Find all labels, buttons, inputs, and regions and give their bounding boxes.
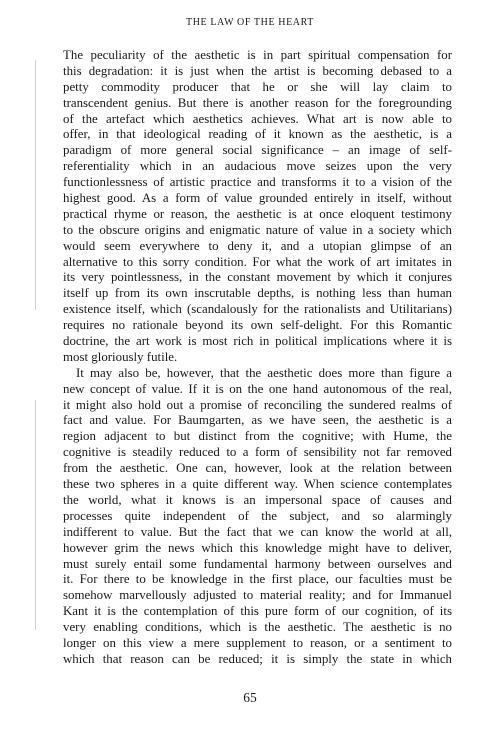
- text-line: it might also hold out a promise of reconciling the sundered realms of: [63, 397, 452, 412]
- body-text: [63, 48, 452, 668]
- margin-rule: [35, 60, 36, 310]
- text-line: from the aesthetic. One can, however, look at the relation between: [63, 461, 452, 476]
- text-line: cognitive is steadily reduced to a form of sensibility not far removed: [63, 445, 452, 460]
- paragraph-start-line: It may also be, however, that the aesthetic does more than figure a: [76, 365, 452, 380]
- text-line: indifferent to value. But the fact that we can know the world at all,: [63, 524, 452, 539]
- page-number: 65: [243, 690, 257, 705]
- text-line: to the obscure origins and enigmatic nature of value in a society which: [63, 222, 452, 237]
- text-line: referentiality which in an audacious move seizes upon the very: [63, 159, 452, 174]
- text-line: existence itself, which (scandalously for the rationalists and Utilitarians): [63, 302, 452, 317]
- text-line: itself up from its own inscrutable depths, is nothing less than human: [63, 286, 452, 301]
- text-line: offer, in that ideological reading of it known as the aesthetic, is a: [63, 127, 452, 142]
- text-line: new concept of value. If it is on the one hand autonomous of the real,: [63, 381, 452, 396]
- text-line: however grim the news which this knowledge might have to deliver,: [63, 540, 452, 555]
- text-line: of the artefact which aesthetics achieves. What art is now able to: [63, 111, 452, 126]
- text-line: Kant it is the contemplation of this pure form of our cognition, of its: [63, 604, 452, 619]
- text-line: highest good. As a form of value grounded entirely in itself, without: [63, 191, 452, 206]
- text-line: requires no rationale beyond its own self-delight. For this Romantic: [63, 318, 452, 333]
- text-line: alternative to this sorry condition. For what the work of art imitates in: [63, 254, 452, 269]
- text-line: would seem everywhere to deny it, and a utopian glimpse of an: [63, 238, 452, 253]
- text-line: fact and value. For Baumgarten, as we have seen, the aesthetic is a: [63, 413, 452, 428]
- paragraph-end-line: most gloriously futile.: [63, 349, 178, 364]
- text-line: it. For there to be knowledge in the first place, our faculties must be: [63, 572, 452, 587]
- text-line: doctrine, the art work is most rich in political implications where it is: [63, 334, 452, 349]
- text-line: longer on this view a mere supplement to reason, or a sentiment to: [63, 635, 452, 650]
- text-line: transcendent genius. But there is another reason for the foregrounding: [63, 95, 452, 110]
- text-line: which that reason can be reduced; it is simply the state in which: [63, 651, 452, 666]
- text-line: practical rhyme or reason, the aesthetic is at once eloquent testimony: [63, 206, 452, 221]
- text-line: petty commodity producer that he or she will lay claim to: [63, 79, 452, 94]
- text-line: processes quite independent of the subject, and so alarmingly: [63, 508, 452, 523]
- text-line: the world, what it knows is an impersonal space of causes and: [63, 492, 452, 507]
- text-line: The peculiarity of the aesthetic is in part spiritual compensation for: [63, 48, 452, 62]
- text-line: these two spheres in a quite different way. When science contemplates: [63, 477, 452, 492]
- text-line: its very pointlessness, in the constant movement by which it conjures: [63, 270, 452, 285]
- margin-rule: [35, 400, 36, 630]
- text-line: very enabling conditions, which is the aesthetic. The aesthetic is no: [63, 620, 452, 635]
- text-line: paradigm of more general social significance – an image of self-: [63, 143, 452, 158]
- text-line: must surely entail some fundamental harmony between ourselves and: [63, 556, 452, 571]
- text-line: this degradation: it is just when the artist is becoming debased to a: [63, 63, 452, 78]
- text-line: region adjacent to but distinct from the cognitive; with Hume, the: [63, 429, 452, 444]
- running-head: THE LAW OF THE HEART: [186, 17, 314, 28]
- text-line: somehow marvellously adjusted to material reality; and for Immanuel: [63, 588, 452, 603]
- text-line: functionlessness of artistic practice and transforms it to a vision of the: [63, 175, 452, 190]
